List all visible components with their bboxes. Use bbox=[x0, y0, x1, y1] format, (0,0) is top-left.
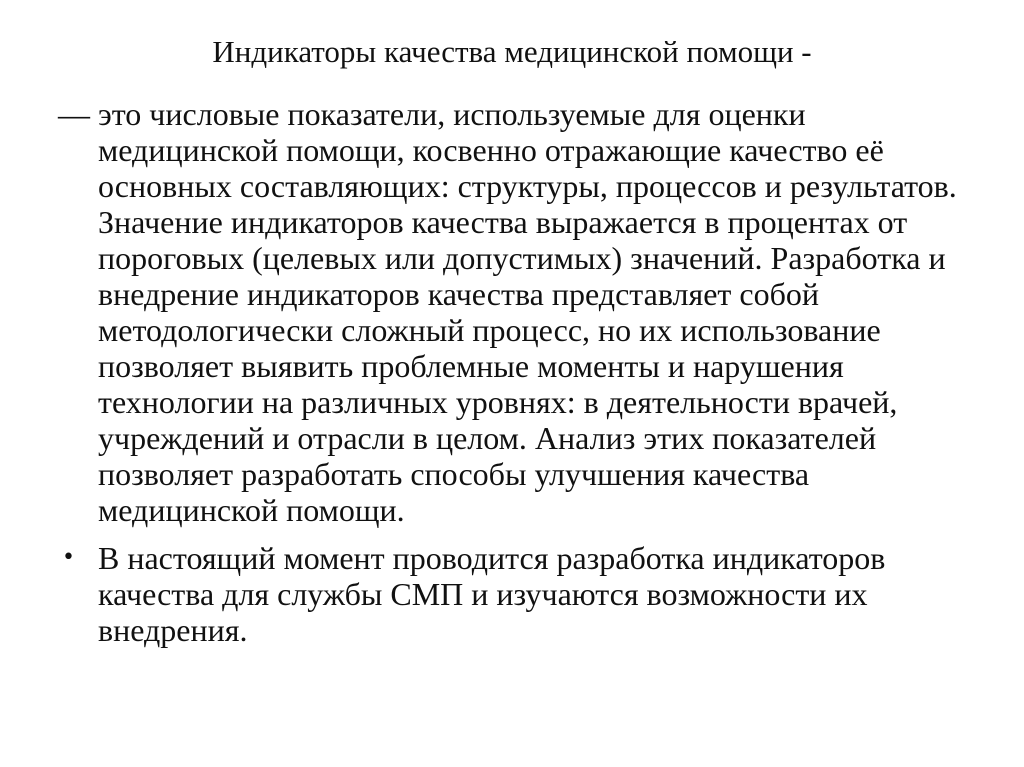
definition-paragraph bbox=[56, 96, 986, 528]
bullet-text: В настоящий момент проводится разработка индикаторов качества для службы СМП и изучаются возможности их внедрения. bbox=[98, 540, 886, 648]
definition-text: это числовые показатели, используемые для оценки медицинской помощи, косвенно отражающие качество её основных составляющих: структуры, процессов и результатов. Значение индикаторов качества выражается в процентах от пороговых (целевых или допустимых) значений. Разработка и внедрение индикаторов качества представляет собой методологически сложный процесс, но их использование позволяет выявить проблемные моменты и нарушения технологии на различных уровнях: в деятельности врачей, учреждений и отрасли в целом. Анализ этих показателей позволяет разработать способы улучшения качества медицинской помощи. bbox=[98, 96, 957, 528]
slide-body bbox=[56, 96, 986, 648]
slide-title: Индикаторы качества медицинской помощи - bbox=[212, 34, 812, 69]
bullet-marker: • bbox=[62, 545, 75, 570]
bullet-paragraph bbox=[56, 540, 986, 648]
dash-marker: — bbox=[58, 96, 90, 132]
